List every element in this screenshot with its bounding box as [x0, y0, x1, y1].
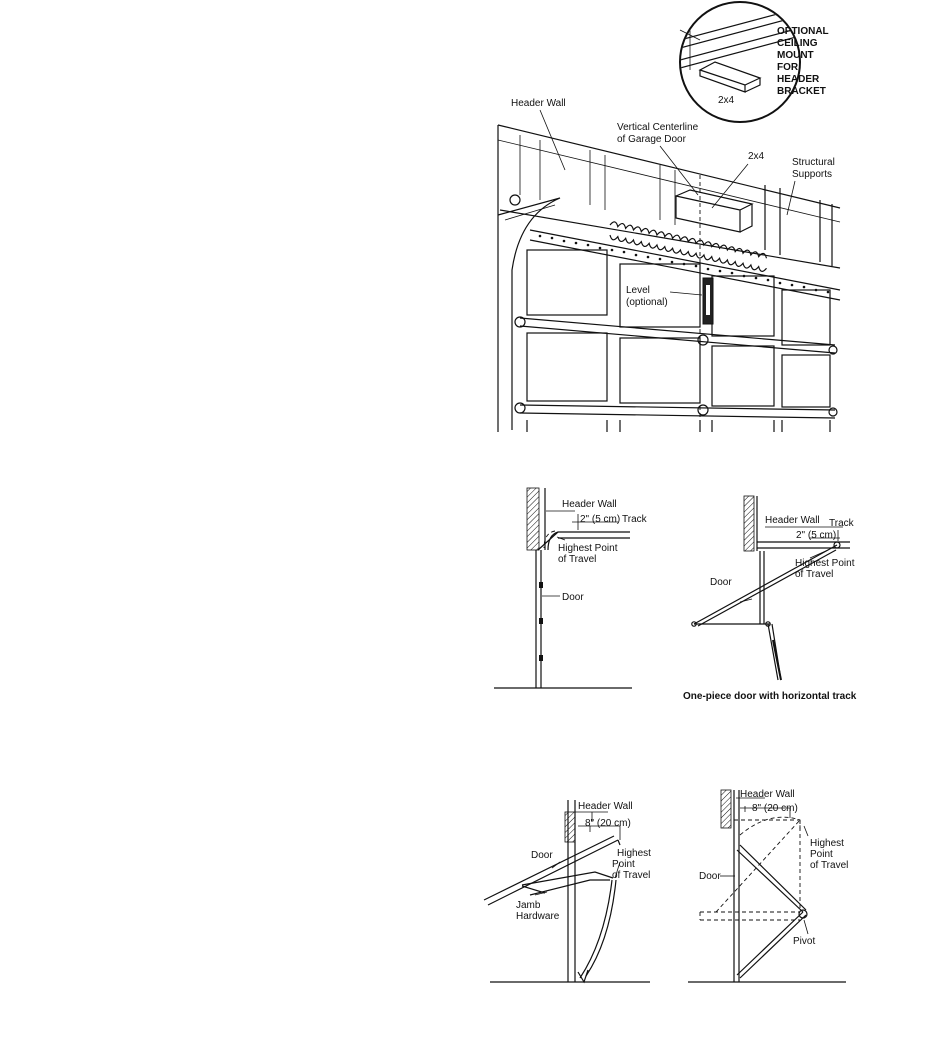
fig4-header-wall-label: Header Wall	[578, 801, 633, 812]
fig2-dim-label: 2" (5 cm)	[580, 514, 621, 525]
fig4-jamb-line-1: Jamb	[516, 900, 541, 911]
fig5-highest-line-1: Highest	[810, 838, 844, 849]
fig4-highest-line-2: Point	[612, 859, 635, 870]
fig1-header-wall-label: Header Wall	[511, 98, 566, 109]
fig1-level-line-1: Level	[626, 285, 650, 296]
fig2-highest-line-1: Highest Point	[558, 543, 618, 554]
fig5-dim-label: 8" (20 cm)	[752, 803, 798, 814]
fig3-highest-line-2: of Travel	[795, 569, 834, 580]
fig3-track-label: Track	[829, 518, 854, 529]
pivot-diagram	[688, 790, 849, 982]
fig4-dim-label: 8" (20 cm)	[585, 818, 631, 829]
fig4-highest-line-1: Highest	[617, 848, 651, 859]
fig3-dim-label: 2" (5 cm)	[796, 530, 837, 541]
fig5-header-wall-label: Header Wall	[740, 789, 795, 800]
fig1-structural-line-1: Structural	[792, 157, 835, 168]
fig2-door-label: Door	[562, 592, 584, 603]
fig5-highest-line-3: of Travel	[810, 860, 849, 871]
inset-title-line-1: OPTIONAL	[777, 26, 829, 37]
inset-title-line-2: CEILING	[777, 38, 818, 49]
inset-title-line-5: HEADER	[777, 74, 820, 85]
fig1-centerline-line-2: of Garage Door	[617, 134, 686, 145]
fig5-highest-line-2: Point	[810, 849, 833, 860]
fig3-door-label: Door	[710, 577, 732, 588]
fig1-2x4-label: 2x4	[748, 151, 765, 162]
garage-door-overview	[498, 125, 840, 432]
inset-2x4-label: 2x4	[718, 95, 735, 106]
fig3-caption: One-piece door with horizontal track	[683, 691, 857, 702]
fig1-level-line-2: (optional)	[626, 297, 668, 308]
inset-title-line-4: FOR	[777, 62, 799, 73]
fig4-door-label: Door	[531, 850, 553, 861]
inset-title-line-3: MOUNT	[777, 50, 814, 61]
fig1-centerline-line-1: Vertical Centerline	[617, 122, 699, 133]
fig2-track-label: Track	[622, 514, 647, 525]
fig3-highest-line-1: Highest Point	[795, 558, 855, 569]
fig2-highest-line-2: of Travel	[558, 554, 597, 565]
fig4-jamb-line-2: Hardware	[516, 911, 560, 922]
fig3-header-wall-label: Header Wall	[765, 515, 820, 526]
fig5-pivot-label: Pivot	[793, 936, 816, 947]
fig5-door-label: Door	[699, 871, 721, 882]
inset-title-line-6: BRACKET	[777, 86, 826, 97]
door-panels	[515, 250, 837, 432]
fig2-header-wall-label: Header Wall	[562, 499, 617, 510]
fig4-highest-line-3: of Travel	[612, 870, 651, 881]
fig1-structural-line-2: Supports	[792, 169, 833, 180]
